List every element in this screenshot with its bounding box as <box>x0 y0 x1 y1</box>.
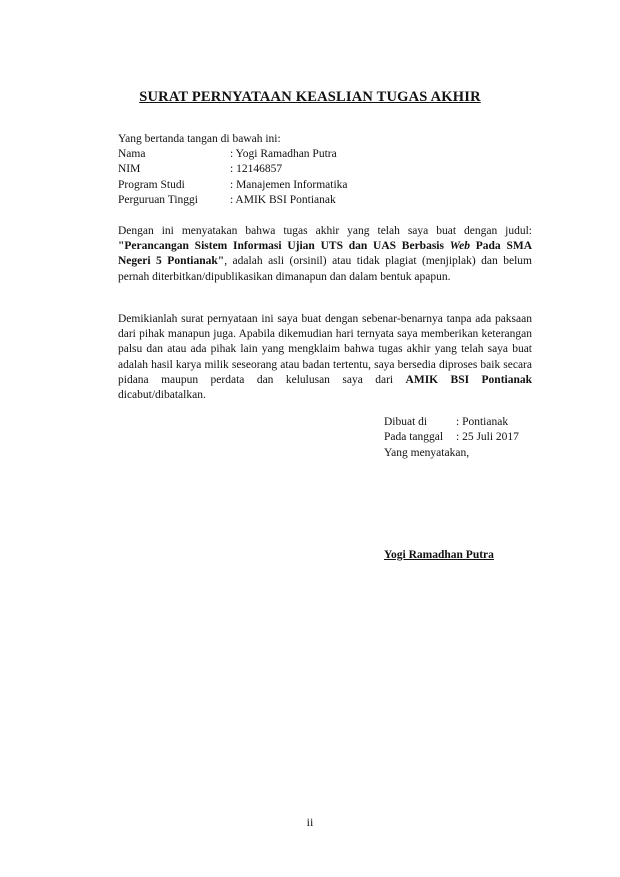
field-value: : AMIK BSI Pontianak <box>230 193 336 206</box>
place-row <box>384 415 519 430</box>
paragraph-tail: , adalah asli (orsinil) atau tidak plagiat (menjiplak) dan belum pernah diterbitkan/dipublikasikan dimanapun dan dalam bentuk apapun. <box>118 255 533 283</box>
field-label: Program Studi <box>118 178 185 191</box>
thesis-title-part2: Pada SMA Negeri 5 Pontianak" <box>118 240 532 268</box>
paragraph-text: Demikianlah surat pernyataan ini saya buat dengan sebenar-benarnya tanpa ada paksaan dari pihak manapun juga. Apabila dikemudian hari ternyata saya memberikan keterangan palsu dan atau ada pihak lain yang mengklaim bahwa tugas akhir yang telah saya buat adalah hasil karya milik seseorang atau badan tertentu, saya bersedia diproses baik secara pidana maupun perdata dan kelulusan saya dari <box>118 313 532 386</box>
field-row-program <box>118 178 348 193</box>
field-value: : Manajemen Informatika <box>230 178 348 191</box>
field-row-name <box>118 147 348 162</box>
thesis-title-part1: "Perancangan Sistem Informasi Ujian UTS dan UAS Berbasis <box>118 240 450 253</box>
statement-paragraph <box>118 224 532 285</box>
field-value: : Yogi Ramadhan Putra <box>230 148 337 160</box>
place-label: Dibuat di <box>384 416 428 428</box>
institution-bold: AMIK BSI Pontianak <box>405 373 533 386</box>
signature-block <box>384 415 519 461</box>
paragraph-tail: dicabut/dibatalkan. <box>118 389 206 402</box>
date-row <box>384 430 519 445</box>
identity-fields <box>118 147 348 208</box>
statement-label: Yang menyatakan, <box>384 446 470 459</box>
paragraph-lead: Dengan ini menyatakan bahwa tugas akhir yang telah saya buat dengan judul: <box>118 225 532 237</box>
date-value: : 25 Juli 2017 <box>456 431 519 444</box>
declaration-paragraph <box>118 312 532 403</box>
field-value: : 12146857 <box>230 163 283 176</box>
field-label: Nama <box>118 148 146 160</box>
page-number: ii <box>306 815 314 829</box>
place-value: : Pontianak <box>456 416 509 428</box>
field-label: NIM <box>118 163 141 176</box>
thesis-title-web: Web <box>449 240 470 253</box>
field-row-institution <box>118 193 348 208</box>
field-row-nim <box>118 162 348 177</box>
signer-name: Yogi Ramadhan Putra <box>384 549 494 561</box>
intro-text: Yang bertanda tangan di bawah ini: <box>118 133 281 145</box>
field-label: Perguruan Tinggi <box>118 193 198 206</box>
date-label: Pada tanggal <box>384 431 444 444</box>
document-title: SURAT PERNYATAAN KEASLIAN TUGAS AKHIR <box>139 89 481 105</box>
